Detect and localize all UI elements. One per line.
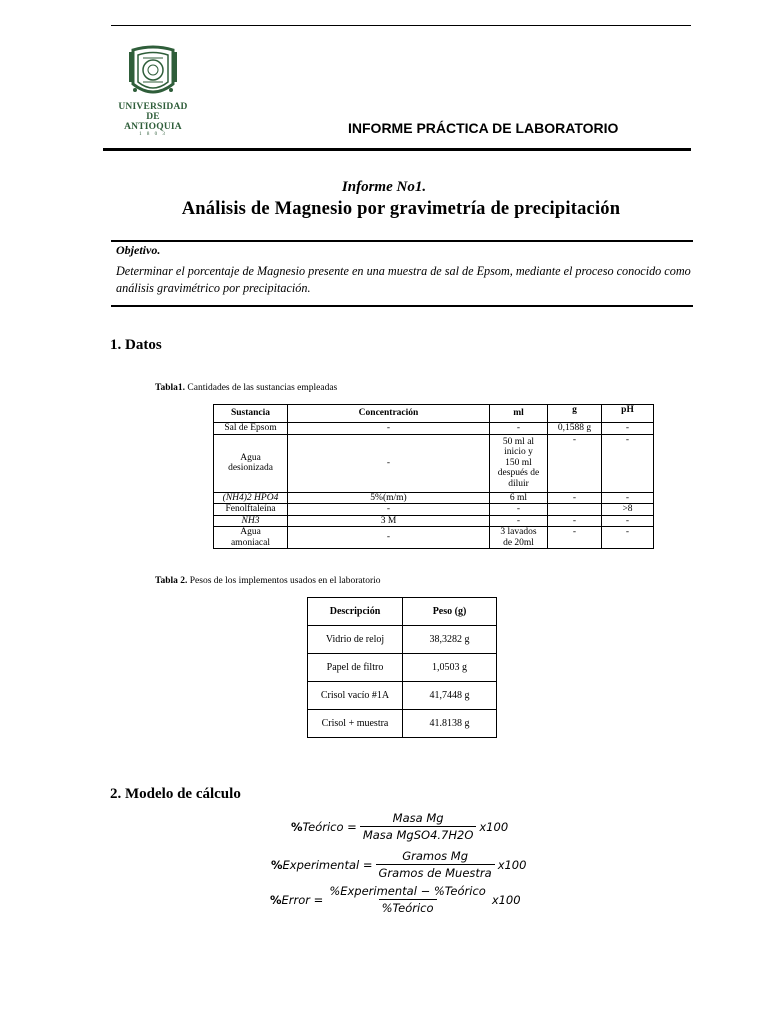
table2-caption bbox=[155, 576, 381, 586]
logo-line1: UNIVERSIDAD bbox=[118, 102, 188, 112]
top-rule bbox=[111, 25, 691, 26]
section-modelo-heading: 2. Modelo de cálculo bbox=[110, 786, 241, 802]
table-cell: 3 M bbox=[288, 515, 490, 527]
table-header-cell: Descripción bbox=[308, 598, 403, 626]
equation-multiplier: x100 bbox=[491, 892, 521, 907]
objective-bottom-rule bbox=[111, 305, 693, 307]
section-datos-heading: 1. Datos bbox=[110, 337, 162, 353]
table-cell: Papel de filtro bbox=[308, 654, 403, 682]
table2-caption-label: Tabla 2. bbox=[155, 576, 188, 586]
table-header-cell: g bbox=[548, 405, 602, 423]
table-row bbox=[308, 682, 497, 710]
table-cell: - bbox=[602, 515, 654, 527]
logo-year: 1 8 0 3 bbox=[139, 132, 167, 137]
table-header-row bbox=[308, 598, 497, 626]
table-cell: - bbox=[602, 527, 654, 549]
equation-experimental bbox=[271, 849, 526, 880]
objective-text: Determinar el porcentaje de Magnesio presente en una muestra de sal de Epsom, mediante el proceso conocido como análisis gravimétrico por precipitación. bbox=[116, 264, 691, 295]
table2-caption-text: Pesos de los implementos usados en el laboratorio bbox=[187, 576, 381, 586]
table-cell: 1,0503 g bbox=[403, 654, 497, 682]
table1-caption-label: Tabla1. bbox=[155, 383, 186, 393]
table-row bbox=[214, 434, 654, 492]
table-cell: 41.8138 g bbox=[403, 710, 497, 738]
table-row bbox=[214, 527, 654, 549]
table-cell: 6 ml bbox=[490, 492, 548, 504]
table-header-cell: Concentración bbox=[288, 405, 490, 423]
table-row bbox=[308, 710, 497, 738]
table-row bbox=[214, 515, 654, 527]
table-cell: - bbox=[490, 504, 548, 516]
objective-label: Objetivo. bbox=[116, 243, 161, 257]
percent-sign: % bbox=[270, 892, 282, 907]
equation-theoretical bbox=[291, 811, 508, 842]
table-cell: Crisol vacío #1A bbox=[308, 682, 403, 710]
table-cell bbox=[548, 504, 602, 516]
header-rule bbox=[103, 148, 691, 151]
table-cell: Vidrio de reloj bbox=[308, 626, 403, 654]
report-title: Análisis de Magnesio por gravimetría de precipitación bbox=[181, 199, 621, 219]
table-cell: Sal de Epsom bbox=[214, 423, 288, 435]
table-cell: - bbox=[602, 492, 654, 504]
equation-lhs: Teórico = bbox=[302, 819, 357, 834]
table-cell: Agua amoniacal bbox=[214, 527, 288, 549]
ammonium-phosphate-formula: (NH4)2 HPO4 bbox=[222, 492, 279, 503]
table-cell: Agua desionizada bbox=[214, 434, 288, 492]
logo-line2: DE ANTIOQUIA bbox=[124, 112, 182, 132]
equation-numerator: Masa Mg bbox=[392, 811, 444, 825]
table-cell: - bbox=[548, 515, 602, 527]
table-row bbox=[308, 626, 497, 654]
university-logo bbox=[118, 44, 188, 137]
table-cell: 38,3282 g bbox=[403, 626, 497, 654]
table2-weights bbox=[307, 597, 497, 738]
report-number: Informe No1. bbox=[341, 179, 427, 195]
table-cell: - bbox=[288, 527, 490, 549]
seal-icon bbox=[125, 44, 181, 102]
table-cell: - bbox=[548, 434, 602, 492]
equation-denominator: %Teórico bbox=[379, 899, 437, 915]
table-cell: - bbox=[548, 527, 602, 549]
table-row bbox=[214, 492, 654, 504]
table-cell: - bbox=[548, 492, 602, 504]
table-row bbox=[214, 504, 654, 516]
table-cell: 5%(m/m) bbox=[288, 492, 490, 504]
table-header-row bbox=[214, 405, 654, 423]
table-cell: 50 ml al inicio y 150 ml después de diluir bbox=[490, 434, 548, 492]
equation-fraction bbox=[376, 849, 495, 880]
equation-numerator: Gramos Mg bbox=[402, 849, 468, 863]
header-title: INFORME PRÁCTICA DE LABORATORIO bbox=[348, 120, 619, 136]
equation-lhs: Error = bbox=[281, 892, 324, 907]
table-cell: >8 bbox=[602, 504, 654, 516]
equation-fraction bbox=[326, 884, 489, 915]
table-cell: - bbox=[490, 515, 548, 527]
table-cell: 3 lavados de 20ml bbox=[490, 527, 548, 549]
table-header-cell: pH bbox=[602, 405, 654, 423]
table-cell: - bbox=[490, 423, 548, 435]
table-row bbox=[214, 423, 654, 435]
table1-caption-text: Cantidades de las sustancias empleadas bbox=[185, 383, 338, 393]
table-header-cell: ml bbox=[490, 405, 548, 423]
table-cell: 41,7448 g bbox=[403, 682, 497, 710]
equation-numerator: %Experimental − %Teórico bbox=[329, 884, 486, 898]
table-header-cell: Sustancia bbox=[214, 405, 288, 423]
equation-fraction bbox=[360, 811, 477, 842]
equation-denominator: Masa MgSO4.7H2O bbox=[360, 826, 477, 842]
table-header-cell: Peso (g) bbox=[403, 598, 497, 626]
table-cell bbox=[214, 492, 288, 504]
equation-denominator: Gramos de Muestra bbox=[376, 864, 495, 880]
table-cell bbox=[214, 515, 288, 527]
table1-substances bbox=[213, 404, 654, 549]
percent-sign: % bbox=[291, 819, 303, 834]
table-row bbox=[308, 654, 497, 682]
ammonia-formula: NH3 bbox=[241, 515, 260, 526]
table-cell: - bbox=[288, 504, 490, 516]
table-cell: Fenolftaleína bbox=[214, 504, 288, 516]
percent-sign: % bbox=[271, 857, 283, 872]
equation-lhs: Experimental = bbox=[282, 857, 373, 872]
table-cell: Crisol + muestra bbox=[308, 710, 403, 738]
table-cell: 0,1588 g bbox=[548, 423, 602, 435]
equation-error bbox=[270, 884, 521, 915]
table-cell: - bbox=[602, 423, 654, 435]
table-cell: - bbox=[288, 423, 490, 435]
equation-multiplier: x100 bbox=[479, 819, 509, 834]
table1-caption bbox=[155, 383, 337, 393]
equation-multiplier: x100 bbox=[497, 857, 527, 872]
objective-top-rule bbox=[111, 240, 693, 242]
table-cell: - bbox=[602, 434, 654, 492]
table-cell: - bbox=[288, 434, 490, 492]
